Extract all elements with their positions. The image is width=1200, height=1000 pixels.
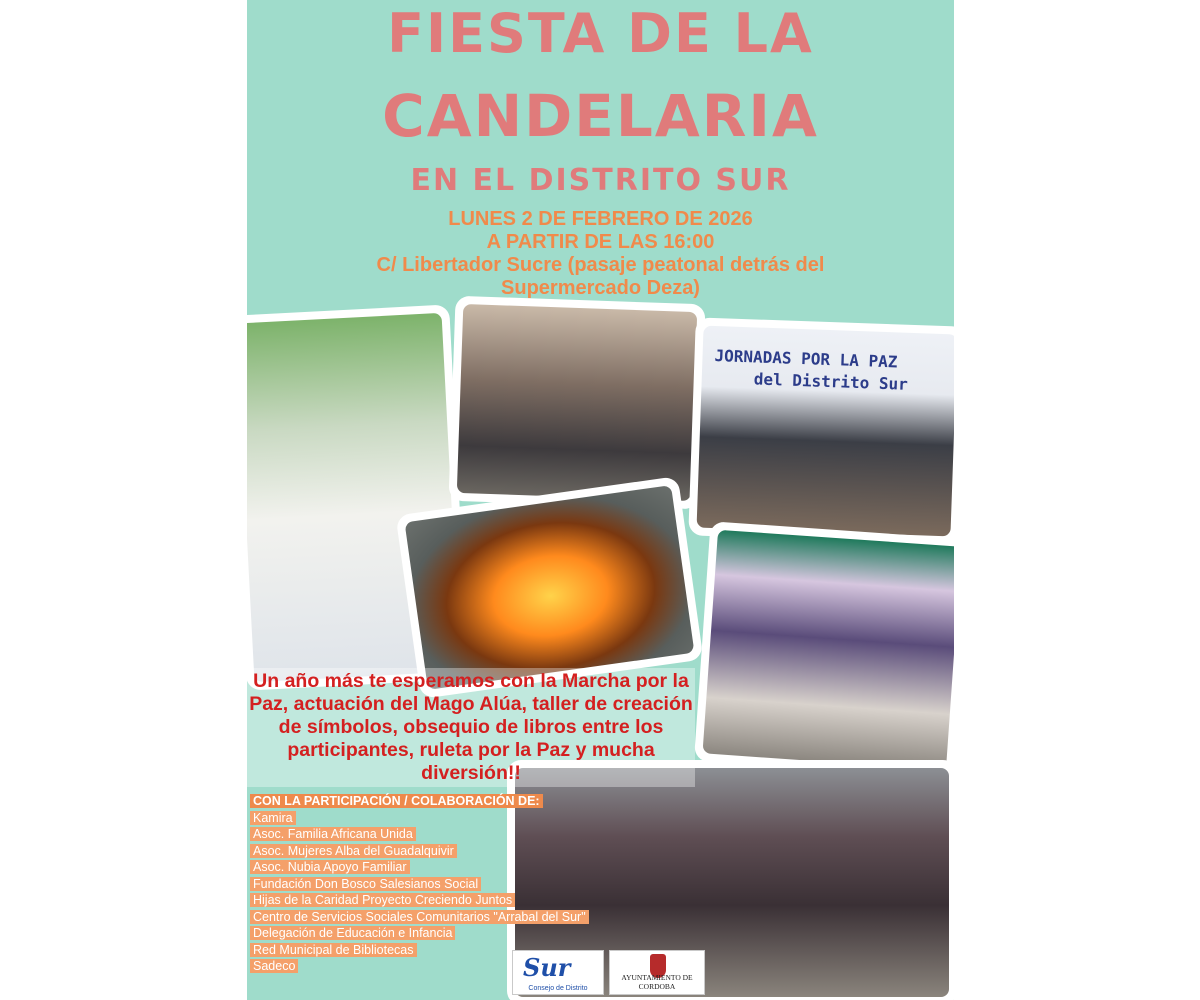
list-item: Red Municipal de Bibliotecas — [250, 942, 589, 959]
title-line-2: CANDELARIA — [382, 82, 819, 150]
subtitle: EN EL DISTRITO SUR — [410, 163, 791, 198]
photo-jornadas-group — [688, 317, 954, 544]
event-address-line-1: C/ Libertador Sucre (pasaje peatonal detrás del — [376, 254, 825, 276]
event-address-line-2: Supermercado Deza) — [501, 277, 700, 299]
list-item: Fundación Don Bosco Salesianos Social — [250, 876, 589, 893]
photo-bonfire — [396, 476, 704, 699]
banner-text-line-1: JORNADAS POR LA PAZ — [714, 346, 898, 372]
sur-logo-mark: Sur — [523, 953, 571, 982]
consejo-distrito-sur-logo — [512, 950, 604, 995]
list-item: Delegación de Educación e Infancia — [250, 925, 589, 942]
photo-group-banner — [694, 521, 954, 779]
event-poster — [247, 0, 954, 1000]
list-item: Asoc. Nubia Apoyo Familiar — [250, 859, 589, 876]
event-time: A PARTIR DE LAS 16:00 — [486, 231, 715, 253]
list-item: Asoc. Familia Africana Unida — [250, 826, 589, 843]
ayuntamiento-cordoba-logo — [609, 950, 705, 995]
list-item: Hijas de la Caridad Proyecto Creciendo Juntos — [250, 892, 589, 909]
collaborators-list — [250, 793, 589, 975]
list-item: Asoc. Mujeres Alba del Guadalquivir — [250, 843, 589, 860]
title-line-1: FIESTA DE LA — [387, 2, 814, 65]
collaborators-heading: CON LA PARTICIPACIÓN / COLABORACIÓN DE: — [250, 793, 589, 810]
event-description: Un año más te esperamos con la Marcha por la Paz, actuación del Mago Alúa, taller de creación de símbolos, obsequio de libros entre los participantes, ruleta por la Paz y mucha diversión!! — [247, 668, 695, 787]
sur-logo-caption: Consejo de Distrito — [528, 985, 588, 992]
banner-text-line-2: del Distrito Sur — [753, 369, 909, 394]
list-item: Kamira — [250, 810, 589, 827]
list-item: Sadeco — [250, 958, 589, 975]
ayto-logo-caption: AYUNTAMIENTO DE CORDOBA — [621, 973, 693, 991]
list-item: Centro de Servicios Sociales Comunitarios "Arrabal del Sur" — [250, 909, 589, 926]
event-date: LUNES 2 DE FEBRERO DE 2026 — [448, 208, 753, 230]
